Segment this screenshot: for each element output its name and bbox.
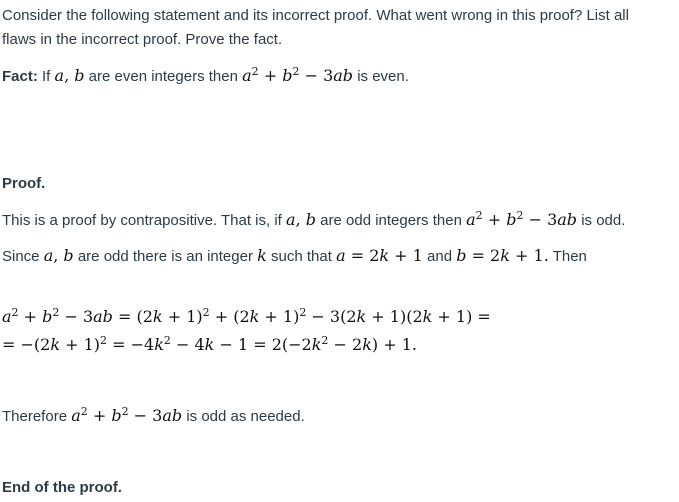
intro-line-2: flaws in the incorrect proof. Prove the fact.	[2, 31, 283, 48]
fact-text-b: are even integers then	[88, 68, 238, 85]
contrapositive-text-b: are odd integers then	[320, 212, 462, 229]
therefore-line	[2, 406, 305, 427]
proof-heading: Proof.	[2, 175, 46, 192]
contrapositive-line	[2, 210, 625, 231]
fact-text-c: is even.	[357, 68, 409, 85]
since-text-c: such that	[271, 248, 332, 265]
fact-statement	[2, 66, 409, 87]
since-text-d: and	[427, 248, 453, 265]
fact-text-a: If	[42, 68, 51, 85]
since-text-a: Since	[2, 248, 40, 265]
proof-end: End of the proof.	[2, 479, 122, 496]
fact-math-ab: a, b	[54, 66, 85, 85]
contrapositive-text-c: is odd.	[581, 212, 626, 229]
since-math-a-equation: a = 2k + 1	[336, 246, 423, 265]
therefore-text-a: Therefore	[2, 408, 68, 425]
equation-line-2: = $-(2k + 1)^2 = -4k^2 - 4k - 1 = 2(-2k^2 - 2k) + 1$.	[2, 334, 417, 354]
fact-math-expression: $a^2 + b^2 - 3ab$	[242, 65, 354, 85]
since-math-b-equation: b = 2k + 1.	[456, 246, 549, 265]
fact-label: Fact:	[2, 68, 38, 85]
since-math-k: k	[257, 246, 267, 265]
contrapositive-math-ab: a, b	[286, 210, 316, 229]
equation-line-1: $a^2 + b^2 - 3ab = (2k + 1)^2 + (2k + 1)^2 - 3(2k + 1)(2k + 1)$ =	[2, 306, 491, 326]
therefore-math-expression: $a^2 + b^2 - 3ab$	[71, 405, 183, 425]
contrapositive-text-a: This is a proof by contrapositive. That is, if	[2, 212, 282, 229]
intro-line-1: Consider the following statement and its incorrect proof. What went wrong in this proof? List all	[2, 7, 629, 24]
contrapositive-math-expression: $a^2 + b^2 - 3ab$	[466, 209, 578, 229]
since-line	[2, 246, 587, 267]
since-text-b: are odd there is an integer	[77, 248, 253, 265]
since-text-e: Then	[552, 248, 587, 265]
since-math-ab: a, b	[43, 246, 74, 265]
therefore-text-b: is odd as needed.	[186, 408, 305, 425]
